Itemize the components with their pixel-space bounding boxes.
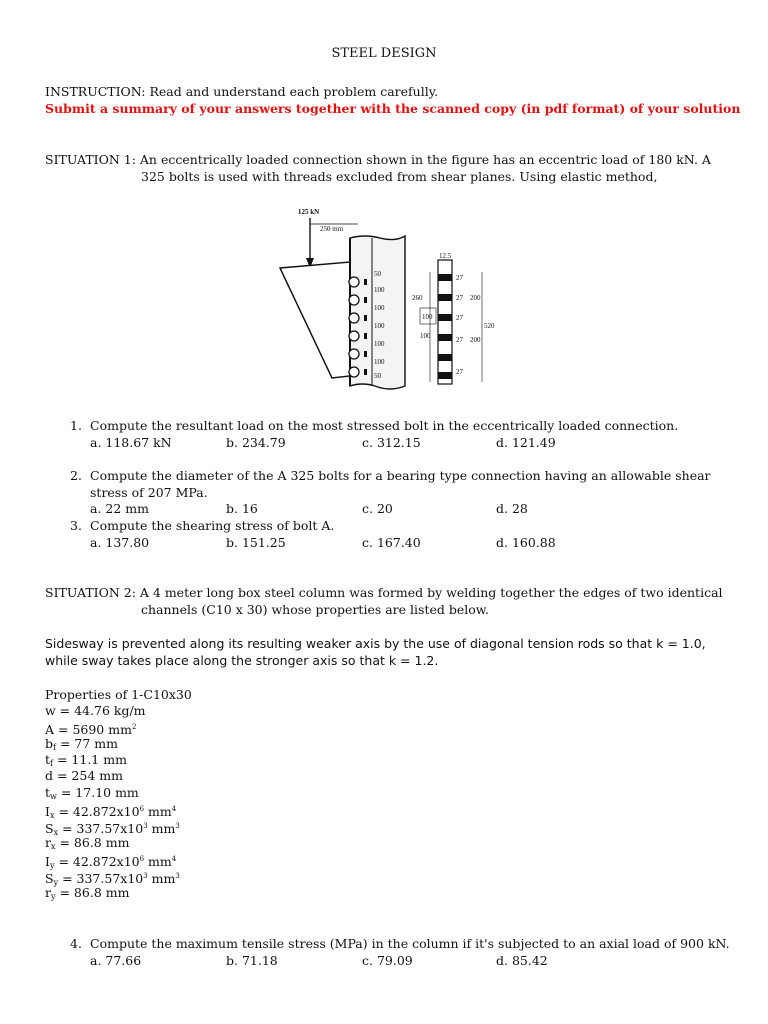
top-dim-label: 12.5 xyxy=(439,252,452,260)
situation2-line1: SITUATION 2: A 4 meter long box steel column was formed by welding together the edges of two identical xyxy=(45,585,723,600)
ecc-label: 250 mm xyxy=(320,225,344,233)
prop-sy: $S_y = 337.57x10^3$ $mm^3$ xyxy=(45,871,180,887)
right-dim-label: 27 xyxy=(456,336,463,344)
spacing-label: 100 xyxy=(374,304,385,312)
answer-option: c. 167.40 xyxy=(362,535,421,550)
page-title: STEEL DESIGN xyxy=(331,46,437,61)
instruction-text: INSTRUCTION: Read and understand each problem carefully. xyxy=(45,84,439,99)
answer-option: c. 79.09 xyxy=(362,953,413,968)
answer-option: b. 71.18 xyxy=(226,953,278,968)
right-dim-label: 27 xyxy=(456,274,463,282)
spacing-label: 100 xyxy=(374,340,385,348)
dim-520-label: 520 xyxy=(484,322,495,330)
right-dim-label: 27 xyxy=(456,314,463,322)
question-text: Compute the shearing stress of bolt A. xyxy=(90,518,335,533)
answer-option: d. 85.42 xyxy=(496,953,548,968)
right-dim-label: 27 xyxy=(456,294,463,302)
prop-tw: $t_w = 17.10$ mm xyxy=(45,785,139,801)
question-number: 1. xyxy=(70,418,82,433)
spacing-label: 50 xyxy=(374,372,381,380)
answer-option: b. 234.79 xyxy=(226,435,286,450)
answer-option: a. 118.67 kN xyxy=(90,435,172,450)
situation1-line1: SITUATION 1: An eccentrically loaded connection shown in the figure has an eccentric load of 180 kN. A xyxy=(45,152,711,167)
answer-option: c. 312.15 xyxy=(362,435,421,450)
dim-260-label: 260 xyxy=(412,294,423,302)
spacing-label: 100 xyxy=(374,322,385,330)
answer-option: a. 77.66 xyxy=(90,953,142,968)
prop-bf: $b_f = 77$ mm xyxy=(45,736,118,752)
spacing-label: 50 xyxy=(374,270,381,278)
question-text: Compute the resultant load on the most stressed bolt in the eccentrically loaded connection. xyxy=(90,418,679,433)
submit-note: Submit a summary of your answers together with the scanned copy (in pdf format) of your solution xyxy=(45,101,741,116)
prop-w: w = 44.76 kg/m xyxy=(45,703,146,718)
load-label: 125 kN xyxy=(298,208,320,216)
prop-d: d = 254 mm xyxy=(45,768,123,783)
answer-option: d. 28 xyxy=(496,501,528,516)
answer-option: a. 137.80 xyxy=(90,535,150,550)
prop-ry: $r_y = 86.8$ mm xyxy=(45,885,130,901)
answer-option: d. 160.88 xyxy=(496,535,556,550)
spacing-label: 100 xyxy=(374,286,385,294)
question-text: Compute the diameter of the A 325 bolts for a bearing type connection having an allowable shear xyxy=(90,468,711,483)
answer-option: b. 151.25 xyxy=(226,535,286,550)
dim-100-label: 100 xyxy=(420,332,431,340)
question-text: stress of 207 MPa. xyxy=(90,485,208,500)
sidesway-line2: while sway takes place along the stronger axis so that k = 1.2. xyxy=(45,653,439,668)
spacing-label: 100 xyxy=(374,358,385,366)
prop-sx: $S_x = 337.57x10^3$ $mm^3$ xyxy=(45,821,180,837)
answer-option: c. 20 xyxy=(362,501,393,516)
properties-heading: Properties of 1-C10x30 xyxy=(45,687,192,702)
dim-100-label: 100 xyxy=(422,313,433,321)
prop-ix: $I_x = 42.872x10^6$ $mm^4$ xyxy=(45,804,177,820)
question-text: Compute the maximum tensile stress (MPa) in the column if it's subjected to an axial load of 900 kN. xyxy=(90,936,730,951)
question-number: 4. xyxy=(70,936,82,951)
sidesway-line1: Sidesway is prevented along its resulting weaker axis by the use of diagonal tension rods so that k = 1.0, xyxy=(45,636,706,651)
prop-tf: $t_f = 11.1$ mm xyxy=(45,752,127,768)
answer-option: a. 22 mm xyxy=(90,501,149,516)
answer-option: b. 16 xyxy=(226,501,258,516)
right-dim-label: 200 xyxy=(470,336,481,344)
right-dim-label: 200 xyxy=(470,294,481,302)
prop-rx: $r_x = 86.8$ mm xyxy=(45,835,130,851)
question-number: 3. xyxy=(70,518,82,533)
situation2-line2: channels (C10 x 30) whose properties are listed below. xyxy=(141,602,489,617)
answer-option: d. 121.49 xyxy=(496,435,556,450)
right-dim-label: 27 xyxy=(456,368,463,376)
eccentric-connection-figure xyxy=(270,196,510,396)
question-number: 2. xyxy=(70,468,82,483)
prop-iy: $I_y = 42.872x10^6$ $mm^4$ xyxy=(45,854,177,870)
prop-area: A = 5690 $mm^2$ xyxy=(45,722,137,737)
situation1-line2: 325 bolts is used with threads excluded from shear planes. Using elastic method, xyxy=(141,169,658,184)
